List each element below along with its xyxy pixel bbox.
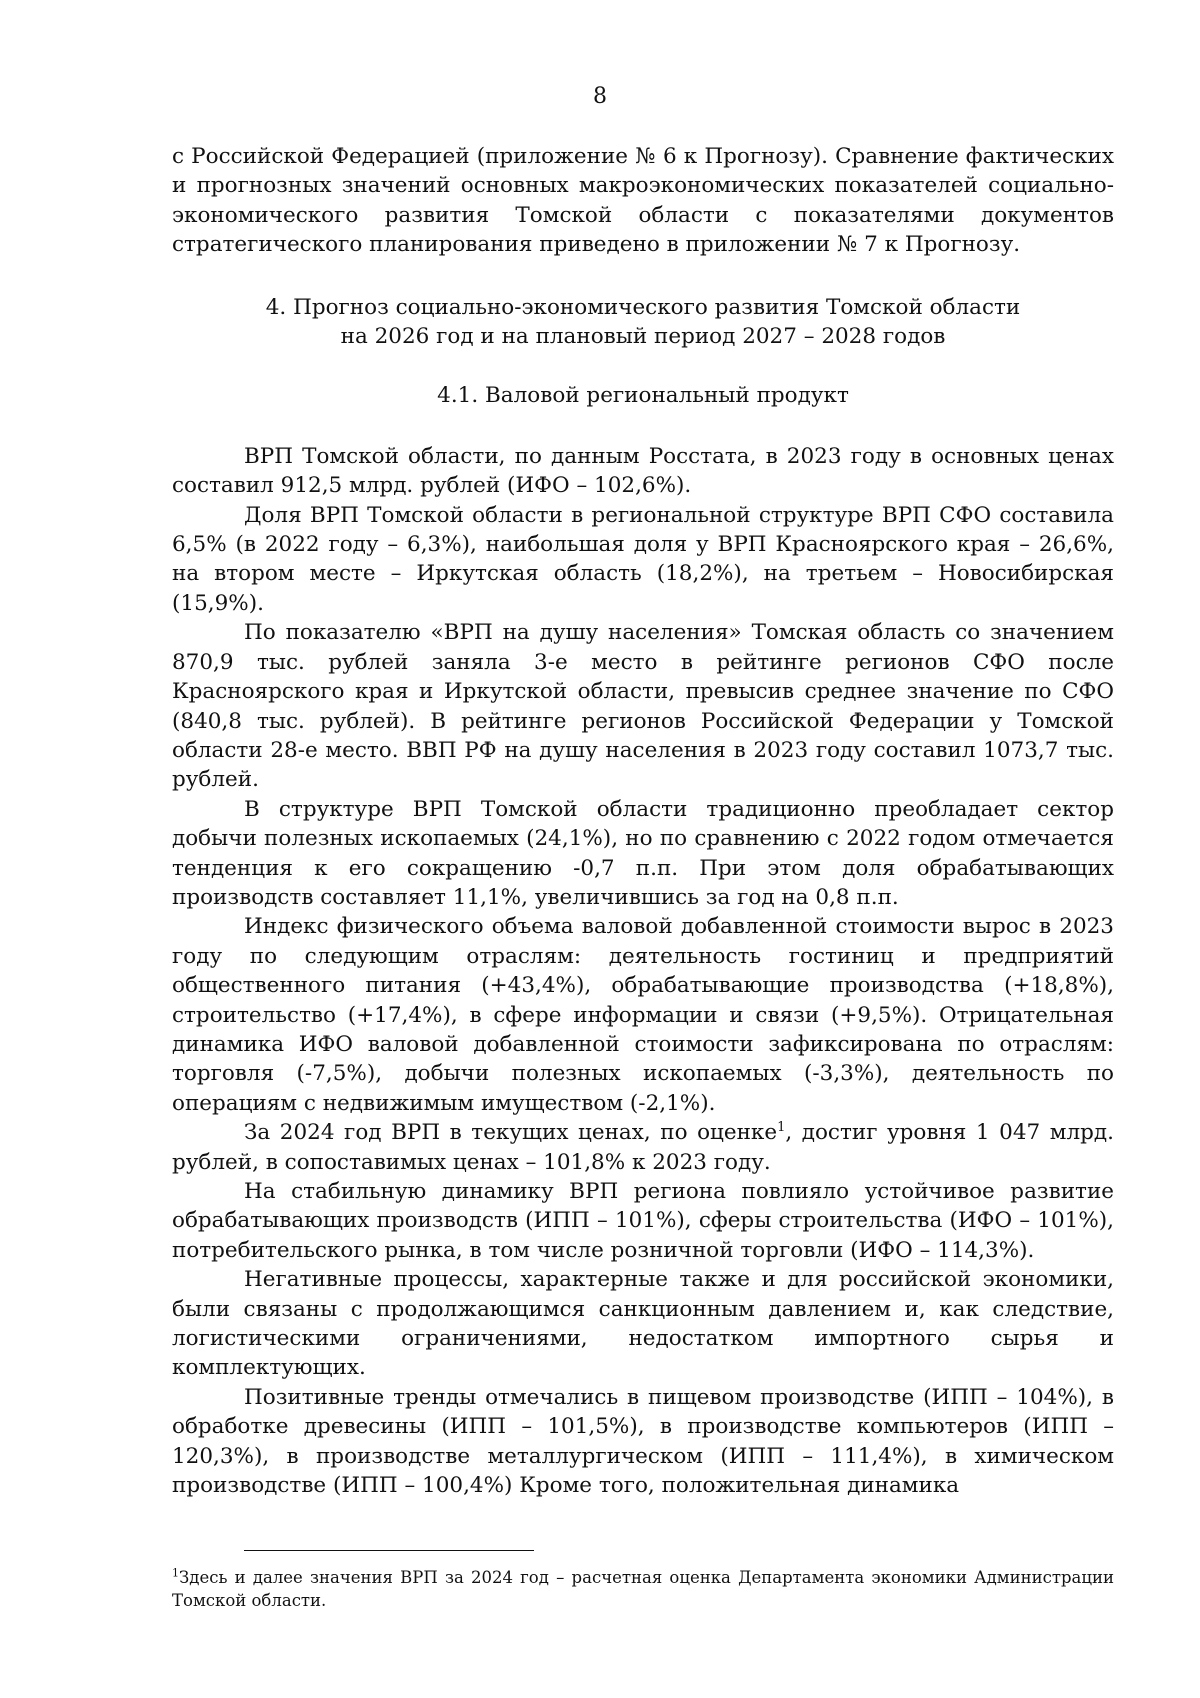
paragraph-positive-trends: Позитивные тренды отмечались в пищевом производстве (ИПП – 104%), в обработке древесины (ИПП – 101,5%), в производстве компьютеров (ИПП – 120,3%), в производстве металлургическом (ИПП – 111,4%), в химическом производстве (ИПП – 100,4%) Кроме того, положительная динамика <box>172 1384 1114 1499</box>
paragraph-grp-2024-text-a: За 2024 год ВРП в текущих ценах, по оценке <box>244 1120 778 1146</box>
footnote-text: Здесь и далее значения ВРП за 2024 год – расчетная оценка Департамента экономики Администрации Томской области. <box>172 1568 1114 1610</box>
footnote-marker: 1 <box>172 1566 179 1580</box>
paragraph-grp-share: Доля ВРП Томской области в региональной структуре ВРП СФО составила 6,5% (в 2022 году – 6,3%), наибольшая доля у ВРП Красноярского края – 26,6%, на втором месте – Иркутская область (18,2%), на третьем – Новосибирская (15,9%). <box>172 502 1114 616</box>
section-heading <box>172 293 1114 352</box>
footnote <box>172 1566 1114 1612</box>
paragraph-grp-2024-text-b: , достиг уровня 1 047 млрд. рублей, в сопоставимых ценах – 101,8% к 2023 году. <box>172 1120 1114 1175</box>
paragraph-grp-2024 <box>172 1118 1114 1177</box>
paragraph-grp-2023: ВРП Томской области, по данным Росстата, в 2023 году в основных ценах составил 912,5 млрд. рублей (ИФО – 102,6%). <box>172 443 1114 499</box>
document-body <box>172 142 1114 1500</box>
footnote-reference: 1 <box>777 1120 786 1136</box>
intro-paragraph: с Российской Федерацией (приложение № 6 к Прогнозу). Сравнение фактических и прогнозных значений основных макроэкономических показателей социально-экономического развития Томской области с показателями документов стратегического планирования приведено в приложении № 7 к Прогнозу. <box>172 144 1114 258</box>
section-heading-line2: на 2026 год и на плановый период 2027 – 2028 годов <box>340 324 946 350</box>
page-number: 8 <box>593 84 607 109</box>
paragraph-grp-structure: В структуре ВРП Томской области традиционно преобладает сектор добычи полезных ископаемых (24,1%), но по сравнению с 2022 годом отмечается тенденция к его сокращению -0,7 п.п. При этом доля обрабатывающих производств составляет 11,1%, увеличившись за год на 0,8 п.п. <box>172 796 1114 910</box>
footnote-divider <box>244 1550 534 1551</box>
paragraph-volume-index: Индекс физического объема валовой добавленной стоимости вырос в 2023 году по следующим отраслям: деятельность гостиниц и предприятий общественного питания (+43,4%), обрабатывающие производства (+18,8%), строительство (+17,4%), в сфере информации и связи (+9,5%). Отрицательная динамика ИФО валовой добавленной стоимости зафиксирована по отраслям: торговля (-7,5%), добычи полезных ископаемых (-3,3%), деятельность по операциям с недвижимым имуществом (-2,1%). <box>172 914 1114 1116</box>
paragraph-negative-processes: Негативные процессы, характерные также и для российской экономики, были связаны с продолжающимся санкционным давлением и, как следствие, логистическими ограничениями, недостатком импортного сырья и комплектующих. <box>172 1267 1114 1381</box>
paragraph-stable-dynamics: На стабильную динамику ВРП региона повлияло устойчивое развитие обрабатывающих производств (ИПП – 101%), сферы строительства (ИФО – 101%), потребительского рынка, в том числе розничной торговли (ИФО – 114,3%). <box>172 1179 1114 1263</box>
subsection-heading: 4.1. Валовой региональный продукт <box>437 383 849 409</box>
paragraph-grp-per-capita: По показателю «ВРП на душу населения» Томская область со значением 870,9 тыс. рублей заняла 3-е место в рейтинге регионов СФО после Красноярского края и Иркутской области, превысив среднее значение по СФО (840,8 тыс. рублей). В рейтинге регионов Российской Федерации у Томской области 28-е место. ВВП РФ на душу населения в 2023 году составил 1073,7 тыс. рублей. <box>172 620 1114 793</box>
section-heading-line1: 4. Прогноз социально-экономического развития Томской области <box>265 294 1021 320</box>
